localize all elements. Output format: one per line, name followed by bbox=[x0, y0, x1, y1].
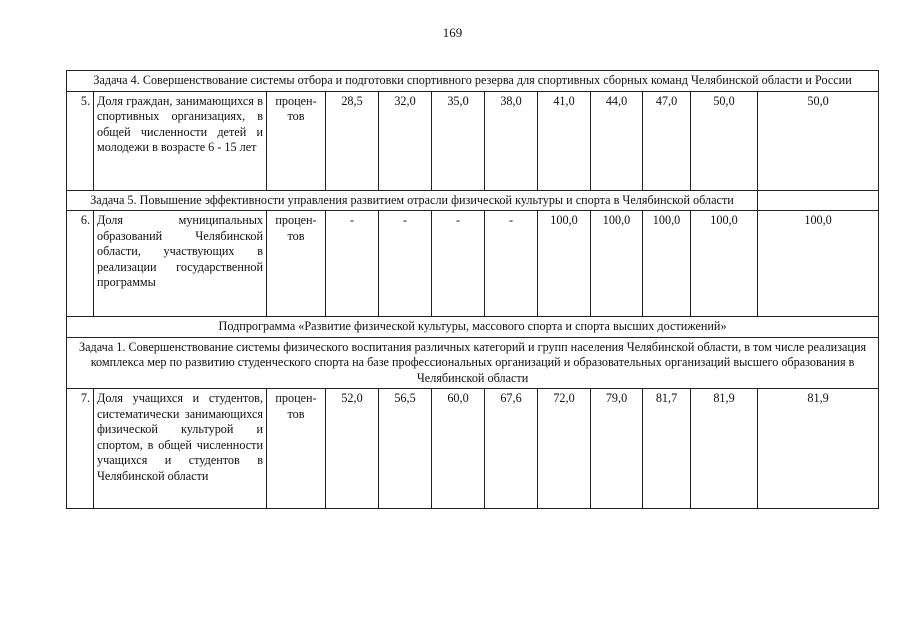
value-cell: 35,0 bbox=[432, 91, 485, 190]
value-cell: 60,0 bbox=[432, 389, 485, 509]
row-number: 7. bbox=[67, 389, 94, 509]
indicator-name: Доля учащихся и студентов, систематически занимающихся физической культурой и спортом, в общей численности учащихся и студентов в Челябинской области bbox=[94, 389, 267, 509]
value-cell: 56,5 bbox=[379, 389, 432, 509]
value-cell: 41,0 bbox=[538, 91, 591, 190]
value-cell: 81,7 bbox=[643, 389, 691, 509]
value-cell: 32,0 bbox=[379, 91, 432, 190]
value-cell: 47,0 bbox=[643, 91, 691, 190]
indicator-name: Доля муниципальных образований Челябинской области, участвующих в реализации государственной программы bbox=[94, 211, 267, 317]
indicator-name: Доля граждан, занимающихся в спортивных организациях, в общей численности детей и молодежи в возрасте 6 - 15 лет bbox=[94, 91, 267, 190]
value-cell: - bbox=[379, 211, 432, 317]
task-row bbox=[67, 190, 879, 211]
value-cell: 28,5 bbox=[326, 91, 379, 190]
value-cell: 100,0 bbox=[758, 211, 879, 317]
table-row bbox=[67, 389, 879, 509]
page-number: 169 bbox=[442, 25, 463, 40]
value-cell: 38,0 bbox=[485, 91, 538, 190]
value-cell: 44,0 bbox=[591, 91, 643, 190]
subprogram-heading: Подпрограмма «Развитие физической культуры, массового спорта и спорта высших достижений» bbox=[67, 317, 879, 338]
task-row bbox=[67, 71, 879, 92]
value-cell: 72,0 bbox=[538, 389, 591, 509]
table-row bbox=[67, 211, 879, 317]
value-cell: - bbox=[432, 211, 485, 317]
unit-cell: процен-тов bbox=[267, 91, 326, 190]
value-cell: - bbox=[485, 211, 538, 317]
value-cell: - bbox=[326, 211, 379, 317]
value-cell: 100,0 bbox=[643, 211, 691, 317]
value-cell: 81,9 bbox=[758, 389, 879, 509]
unit-cell: процен-тов bbox=[267, 389, 326, 509]
value-cell: 100,0 bbox=[591, 211, 643, 317]
value-cell: 50,0 bbox=[758, 91, 879, 190]
task-heading: Задача 1. Совершенствование системы физического воспитания различных категорий и групп населения Челябинской области, в том числе реализация комплекса мер по развитию студенческого спорта на базе профессиональных организаций и образовательных организаций высшего образования в Челябинской области bbox=[67, 337, 879, 389]
indicators-table bbox=[66, 70, 879, 509]
task-heading: Задача 5. Повышение эффективности управления развитием отрасли физической культуры и спорта в Челябинской области bbox=[67, 190, 758, 211]
unit-cell: процен-тов bbox=[267, 211, 326, 317]
empty-cell bbox=[758, 190, 879, 211]
value-cell: 79,0 bbox=[591, 389, 643, 509]
value-cell: 67,6 bbox=[485, 389, 538, 509]
table-row bbox=[67, 91, 879, 190]
value-cell: 50,0 bbox=[691, 91, 758, 190]
task-heading: Задача 4. Совершенствование системы отбора и подготовки спортивного резерва для спортивных сборных команд Челябинской области и России bbox=[67, 71, 879, 92]
row-number: 5. bbox=[67, 91, 94, 190]
value-cell: 52,0 bbox=[326, 389, 379, 509]
subprogram-row bbox=[67, 317, 879, 338]
task-row bbox=[67, 337, 879, 389]
value-cell: 81,9 bbox=[691, 389, 758, 509]
row-number: 6. bbox=[67, 211, 94, 317]
value-cell: 100,0 bbox=[538, 211, 591, 317]
value-cell: 100,0 bbox=[691, 211, 758, 317]
